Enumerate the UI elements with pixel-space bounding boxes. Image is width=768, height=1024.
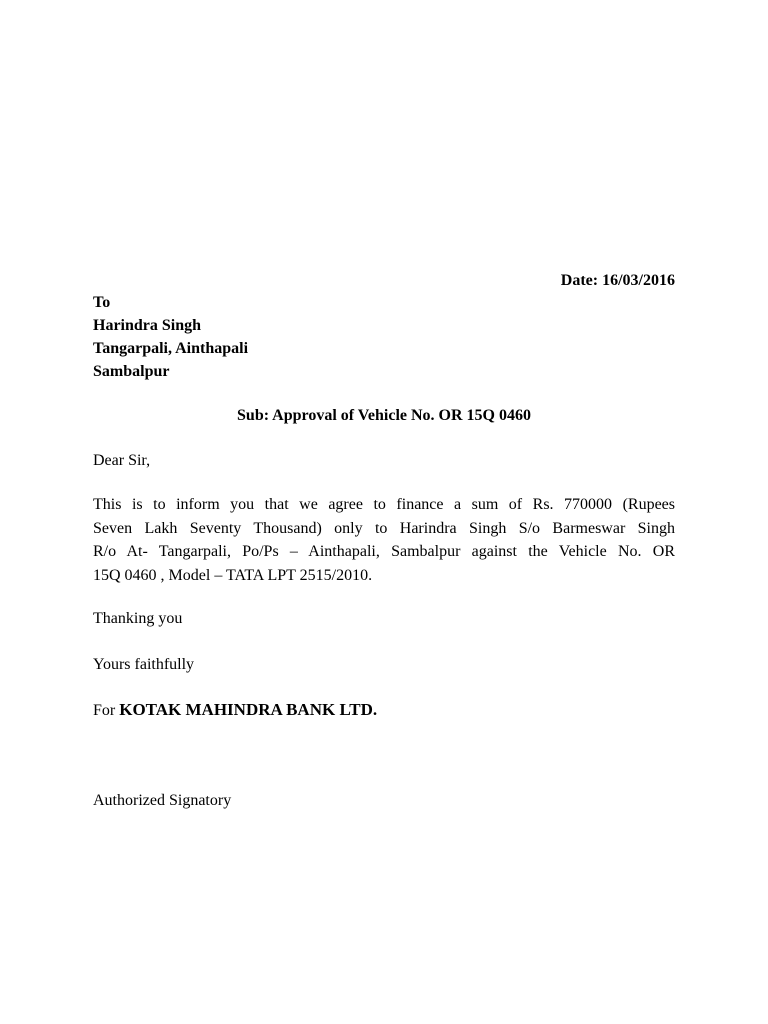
bank-name: KOTAK MAHINDRA BANK LTD. [119, 700, 378, 719]
thanking-line: Thanking you [93, 610, 183, 627]
bank-line [93, 699, 377, 722]
letter-subject: Sub: Approval of Vehicle No. OR 15Q 0460 [237, 407, 531, 424]
body-line: Seven Lakh Seventy Thousand) only to Harindra Singh S/o Barmeswar Singh [93, 519, 675, 537]
body-line: R/o At- Tangarpali, Po/Ps – Ainthapali, Sambalpur against the Vehicle No. OR [93, 543, 675, 560]
letter-date: Date: 16/03/2016 [560, 272, 675, 289]
letter-salutation: Dear Sir, [93, 452, 151, 469]
closing-line: Yours faithfully [93, 656, 195, 673]
recipient-to-label: To [93, 294, 111, 311]
for-prefix: For [93, 702, 116, 719]
body-line: 15Q 0460 , Model – TATA LPT 2515/2010. [93, 566, 373, 584]
body-line: This is to inform you that we agree to finance a sum of Rs. 770000 (Rupees [93, 496, 675, 513]
authorized-signatory: Authorized Signatory [93, 792, 232, 809]
recipient-address-line2: Sambalpur [93, 363, 170, 380]
recipient-address-line1: Tangarpali, Ainthapali [93, 340, 249, 357]
recipient-name: Harindra Singh [93, 317, 202, 334]
letter-body [93, 493, 675, 587]
